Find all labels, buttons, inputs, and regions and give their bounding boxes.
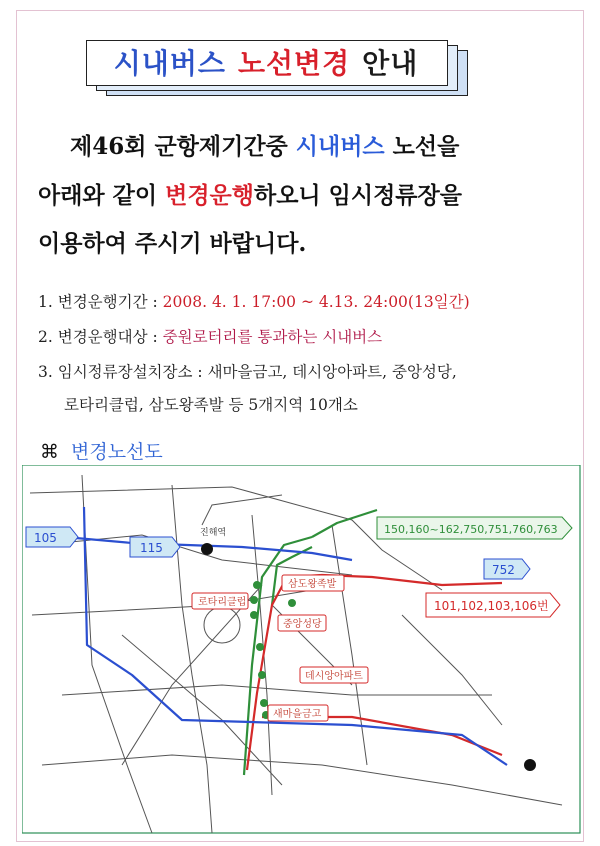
- headline-text: 아래와 같이: [38, 182, 166, 209]
- info-value: 중원로터리를 통과하는 시내버스: [162, 328, 383, 346]
- info-item-stops: [38, 360, 457, 382]
- red-routes-label: 101,102,103,106번: [434, 599, 549, 613]
- stop-cathedral-tag: [278, 615, 326, 631]
- banner-title: [86, 40, 446, 84]
- stop-marker: [253, 581, 261, 589]
- headline-change-operation: 변경운행: [165, 182, 254, 209]
- stop-marker: [256, 643, 264, 651]
- banner-title-bus: 시내버스: [113, 47, 226, 80]
- command-symbol-icon: ⌘: [40, 441, 59, 463]
- stop-marker: [250, 596, 258, 604]
- info-item-stops-cont: [64, 393, 358, 415]
- stop-marker: [250, 611, 258, 619]
- route-105-label: 105: [34, 531, 57, 545]
- info-label: 1. 변경운행기간 :: [38, 293, 163, 311]
- route-map: [22, 465, 582, 835]
- red-routes-tag: [426, 593, 560, 617]
- route-752-label: 752: [492, 563, 515, 577]
- route-115-tag: [130, 537, 180, 557]
- stop-samdo-label: 삼도왕족발: [288, 579, 337, 590]
- stop-rotary-label: 로타리클럽: [198, 597, 247, 608]
- info-value: 새마을금고, 데시앙아파트, 중앙성당,: [207, 363, 457, 381]
- section-title: 변경노선도: [71, 441, 163, 463]
- stop-saemaeul-label: 새마을금고: [273, 709, 322, 720]
- section-heading-route-map: [40, 437, 163, 464]
- route-752-tag: [484, 559, 530, 579]
- title-banner: [86, 40, 470, 94]
- headline-text: 노선을: [384, 133, 460, 160]
- stop-cathedral-label: 중앙성당: [283, 619, 322, 630]
- headline-line-1: [70, 128, 600, 161]
- headline-line-3: [38, 225, 568, 258]
- terminal-marker-icon: [524, 759, 536, 771]
- stop-dessian-tag: [300, 667, 368, 683]
- stop-marker: [288, 599, 296, 607]
- info-item-target: [38, 325, 382, 347]
- route-105-tag: [26, 527, 78, 547]
- headline-text: 하오니 임시정류장을: [253, 182, 462, 209]
- info-label: 2. 변경운행대상 :: [38, 328, 163, 346]
- stop-dessian-label: 데시앙아파트: [305, 671, 363, 682]
- green-routes-tag: [377, 517, 572, 539]
- banner-title-change: 노선변경: [237, 47, 351, 80]
- banner-title-notice: 안내: [362, 47, 419, 80]
- route-115-label: 115: [140, 541, 163, 555]
- headline-line-2: [38, 177, 568, 210]
- info-value: 로타리클럽, 삼도왕족발 등 5개지역 10개소: [64, 396, 358, 414]
- info-value: 2008. 4. 1. 17:00 ~ 4.13. 24:00(13일간): [162, 293, 470, 311]
- stop-saemaeul-tag: [268, 705, 328, 721]
- headline-text: 제46회 군항제기간중: [70, 133, 296, 160]
- headline-text: 이용하여 주시기 바랍니다.: [38, 230, 307, 257]
- headline-bus: 시내버스: [295, 133, 385, 160]
- stop-rotary-tag: [192, 593, 248, 609]
- landmark-station-label: 진해역: [200, 528, 227, 538]
- green-routes-label: 150,160~162,750,751,760,763: [384, 523, 558, 536]
- stop-marker: [260, 699, 268, 707]
- info-item-period: [38, 290, 470, 312]
- station-marker-icon: [201, 543, 213, 555]
- stop-marker: [258, 671, 266, 679]
- info-label: 3. 임시정류장설치장소 :: [38, 363, 208, 381]
- stop-samdo-tag: [282, 575, 344, 591]
